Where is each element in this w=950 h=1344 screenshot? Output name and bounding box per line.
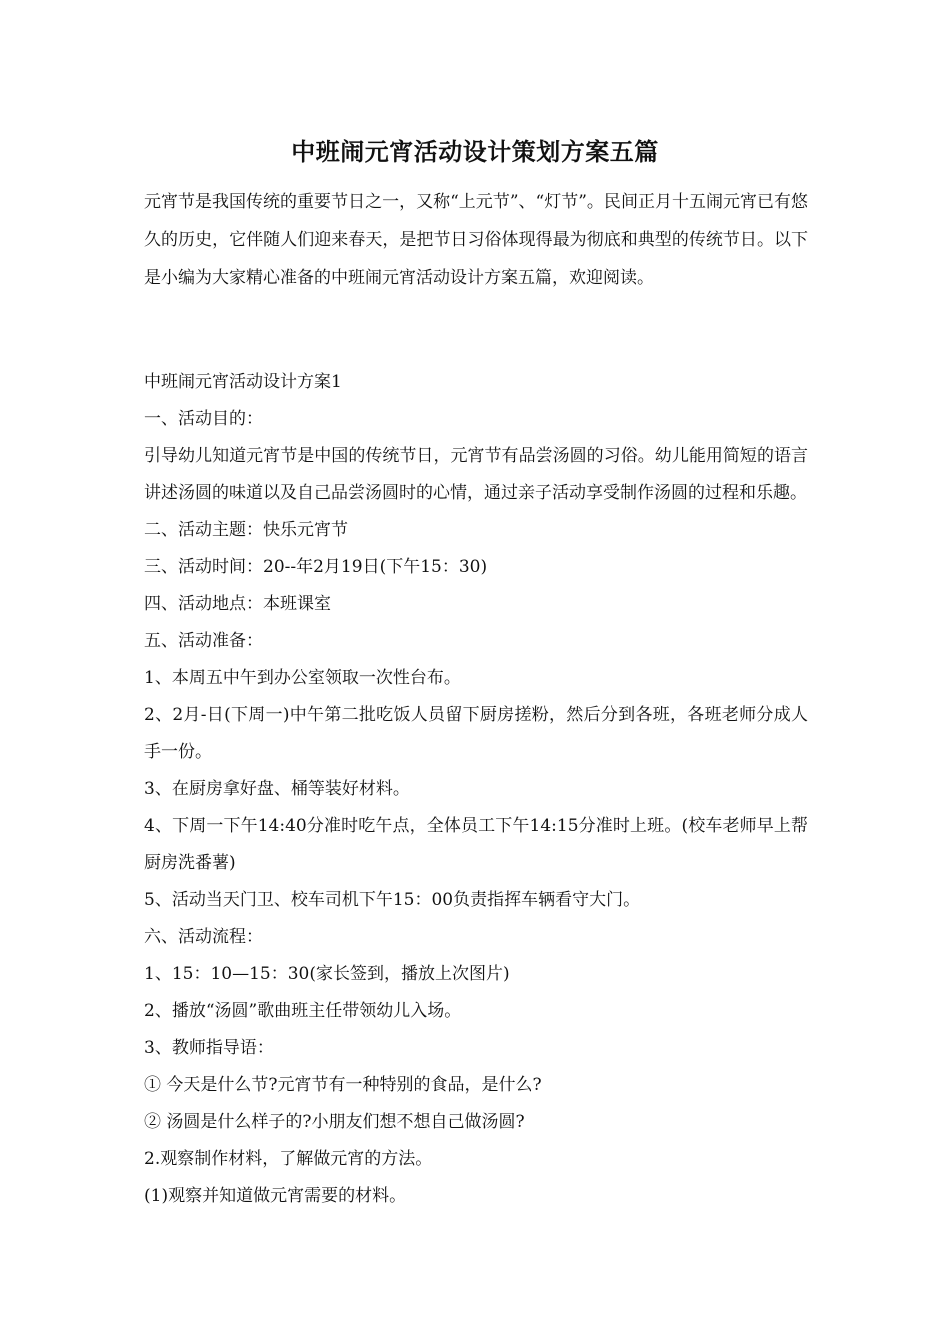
list-item: ① 今天是什么节?元宵节有一种特别的食品，是什么? <box>144 1075 542 1095</box>
list-item: 2、2月-日(下周一)中午第二批吃饭人员留下厨房搓粉，然后分到各班，各班老师分成人手一份。 <box>144 705 808 762</box>
body-line: 五、活动准备： <box>144 631 263 651</box>
list-item: 3、教师指导语： <box>144 1038 274 1058</box>
list-item: 5、活动当天门卫、校车司机下午15：00负责指挥车辆看守大门。 <box>144 890 641 910</box>
document-title: 中班闹元宵活动设计策划方案五篇 <box>291 137 659 166</box>
body-line: 四、活动地点：本班课室 <box>144 594 331 614</box>
section-heading: 中班闹元宵活动设计方案1 <box>144 372 342 392</box>
list-item: 2、播放“汤圆”歌曲班主任带领幼儿入场。 <box>144 1001 462 1021</box>
list-item: 1、15：10—15：30(家长签到，播放上次图片) <box>144 964 510 984</box>
list-item: 4、下周一下午14:40分准时吃午点，全体员工下午14:15分准时上班。(校车老师早上帮厨房洗番薯) <box>144 816 808 873</box>
list-item: (1)观察并知道做元宵需要的材料。 <box>144 1186 407 1206</box>
body-line: 一、活动目的： <box>144 409 263 429</box>
list-item: 2.观察制作材料，了解做元宵的方法。 <box>144 1149 433 1169</box>
list-item: 3、在厨房拿好盘、桶等装好材料。 <box>144 779 410 799</box>
list-item: 1、本周五中午到办公室领取一次性台布。 <box>144 668 461 688</box>
body-paragraph: 引导幼儿知道元宵节是中国的传统节日，元宵节有品尝汤圆的习俗。幼儿能用简短的语言讲述汤圆的味道以及自己品尝汤圆时的心情，通过亲子活动享受制作汤圆的过程和乐趣。 <box>144 446 808 503</box>
intro-paragraph: 元宵节是我国传统的重要节日之一，又称“上元节”、“灯节”。民间正月十五闹元宵已有悠久的历史，它伴随人们迎来春天，是把节日习俗体现得最为彻底和典型的传统节日。以下是小编为大家精心准备的中班闹元宵活动设计方案五篇，欢迎阅读。 <box>144 192 808 288</box>
body-line: 三、活动时间：20--年2月19日(下午15：30) <box>144 557 488 577</box>
body-line: 六、活动流程： <box>144 927 263 947</box>
document-body <box>144 364 808 1215</box>
body-line: 二、活动主题：快乐元宵节 <box>144 520 348 540</box>
list-item: ② 汤圆是什么样子的?小朋友们想不想自己做汤圆? <box>144 1112 525 1132</box>
